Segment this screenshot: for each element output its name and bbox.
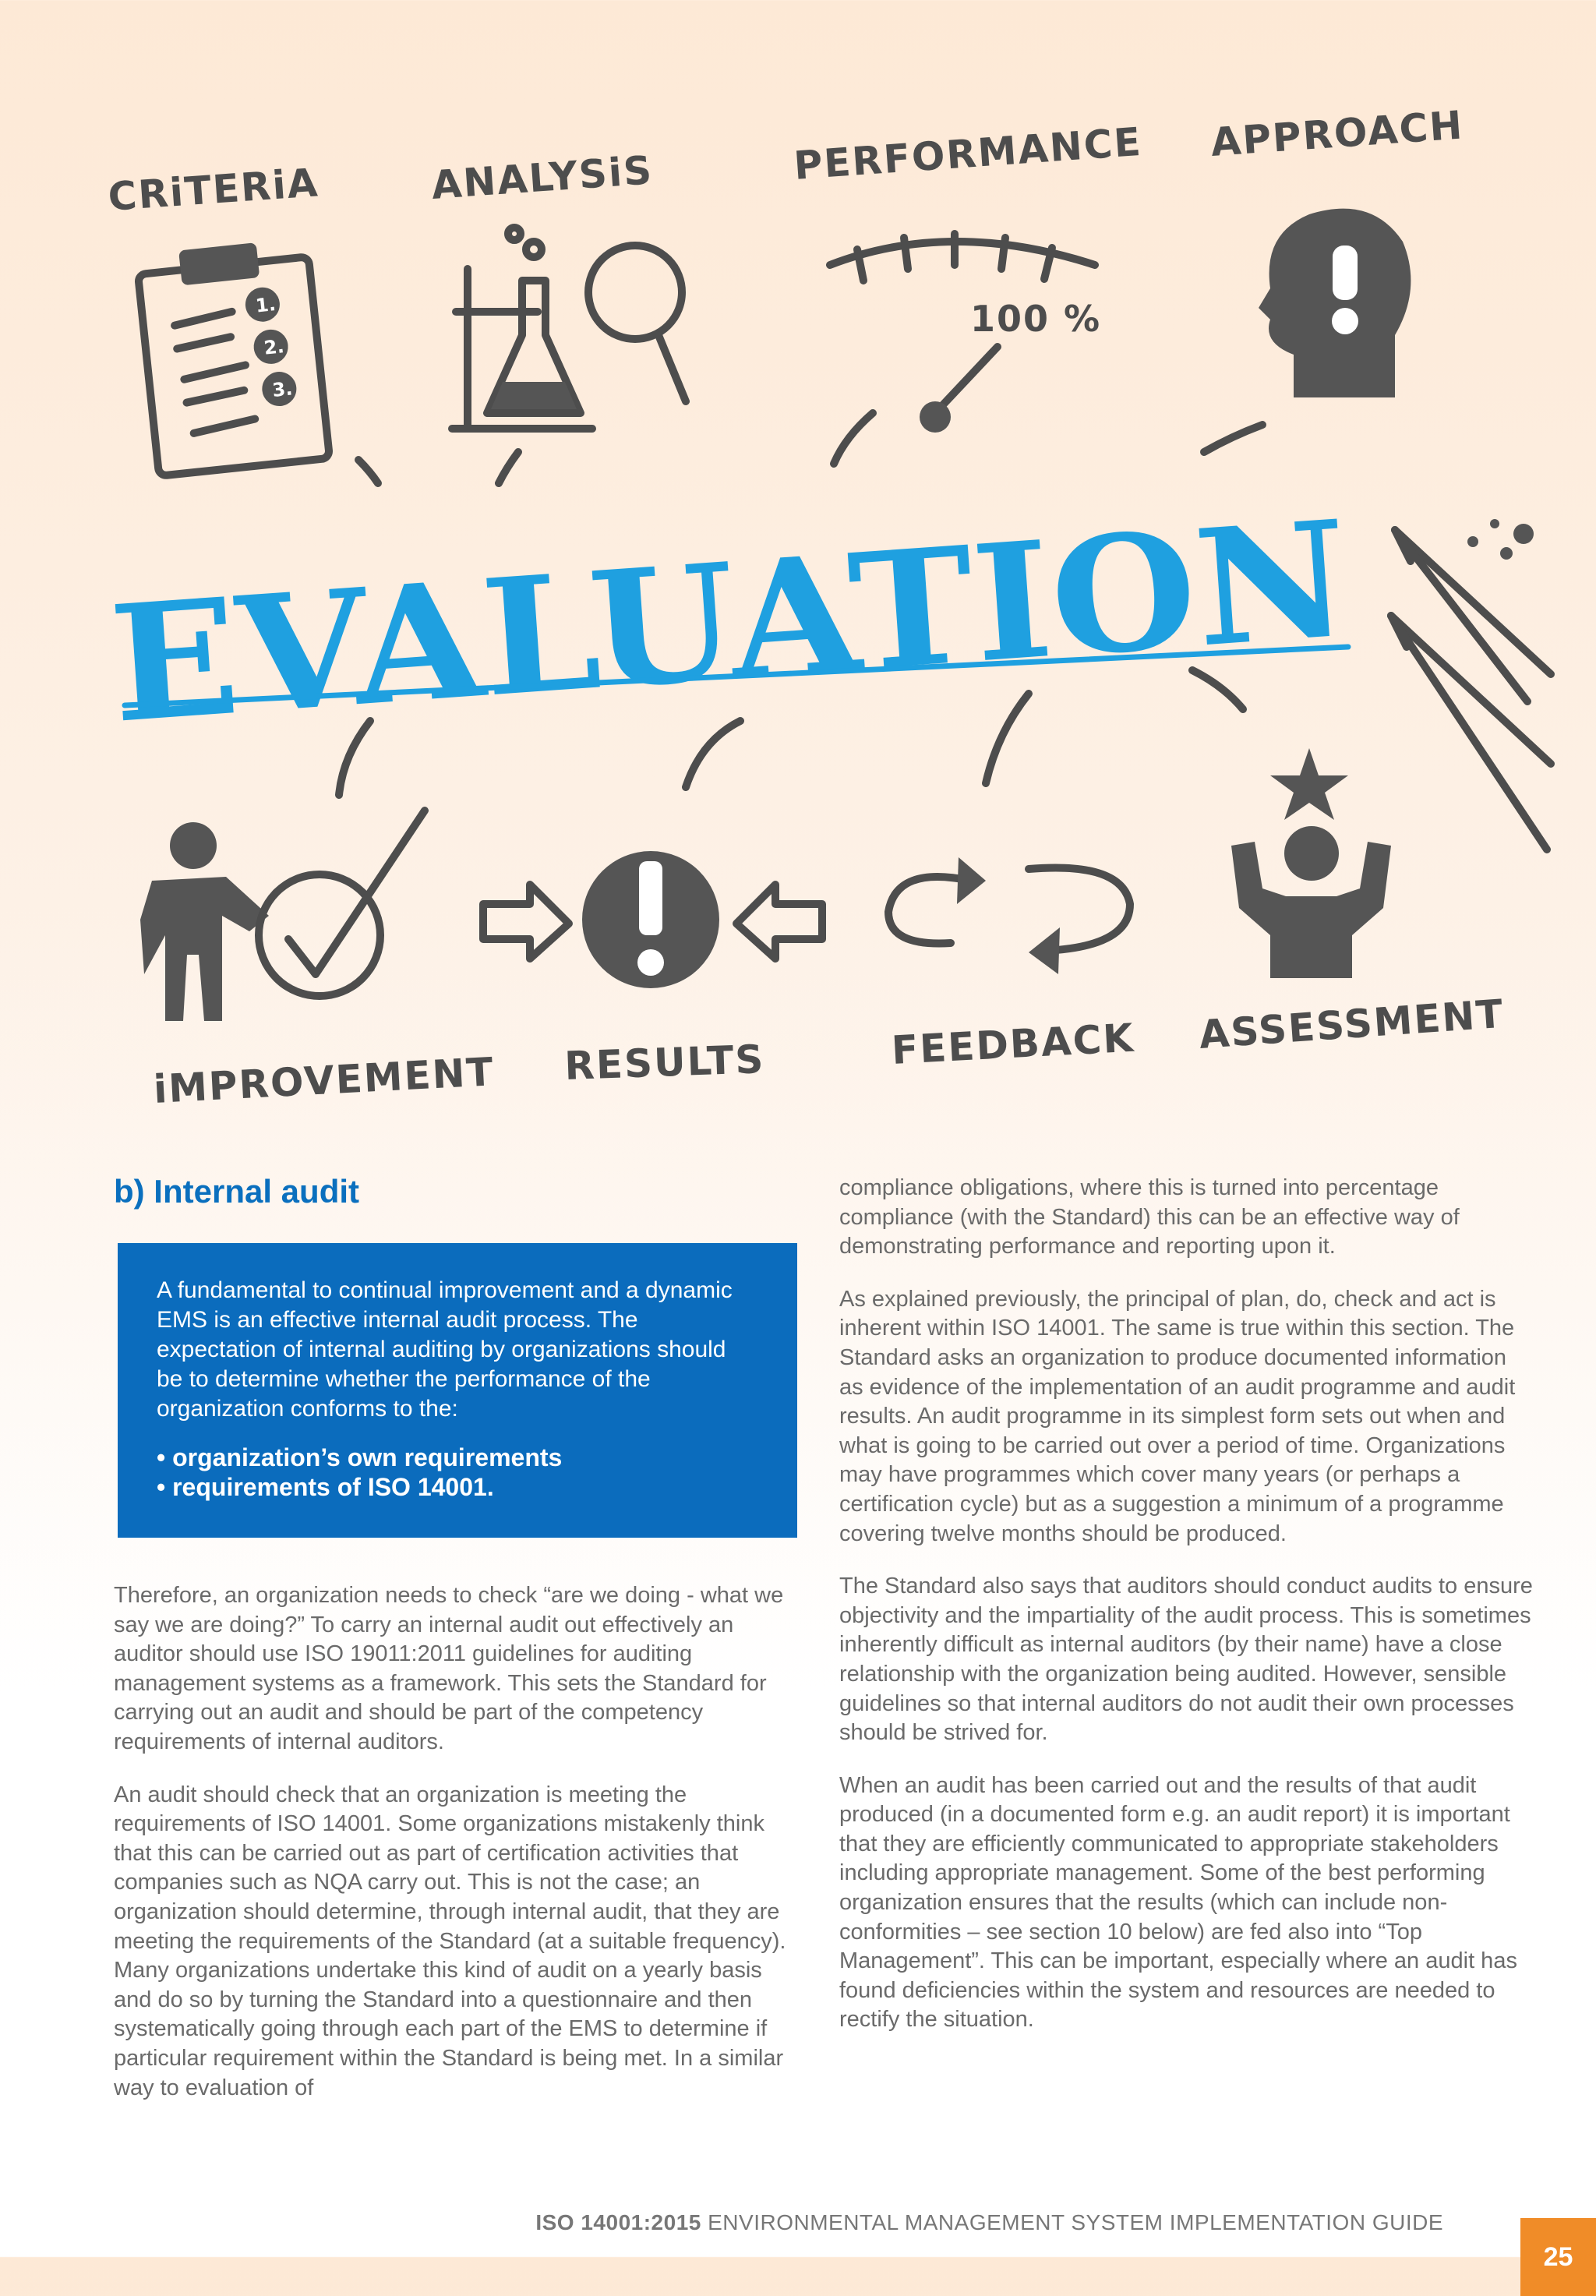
callout-text: A fundamental to continual improvement and a dynamic EMS is an effective internal audit process. The expectation of internal auditing by organizations should be to determine whether the performance of the organization conforms to the: [157, 1277, 733, 1422]
footer-title [535, 2210, 1443, 2235]
flask-icon [452, 228, 592, 429]
label-performance: PERFORMANCE [792, 118, 1144, 189]
label-assessment: ASSESSMENT [1197, 991, 1506, 1058]
callout-bullet: • requirements of ISO 14001. [157, 1472, 758, 1502]
callout-box [118, 1243, 797, 1538]
paragraph: The Standard also says that auditors should conduct audits to ensure objectivity and the impartiality of the audit process. This is sometimes inherently difficult as internal auditors (by their name) have a close relationship with the organization being audited. However, sensible guidelines so that internal auditors do not audit their own processes should be strived for. [839, 1574, 1533, 1746]
paragraph: An audit should check that an organization is meeting the requirements of ISO 14001. Some organizations mistakenly think that this can be carried out as part of certification activities that companies such as NQA carry out. This is not the case; an organization should determine, through internal audit, that they are meeting the requirements of the Standard (at a suitable frequency). Many organizations undertake this kind of audit on a yearly basis and do so by turning the Standard into a questionnaire and then systematically going through each part of the EMS to determine if particular requirement within the Standard is being met. In a similar way to evaluation of [114, 1782, 786, 2100]
arrow-right-icon [483, 885, 569, 959]
dots-decoration [1467, 519, 1534, 560]
label-criteria: CRiTERiA [106, 160, 321, 220]
arrow-left-icon [736, 885, 822, 959]
gauge-icon [830, 234, 1101, 433]
section-heading: b) Internal audit [114, 1173, 359, 1210]
person-star-icon [1231, 748, 1391, 978]
clipboard-icon [138, 242, 330, 476]
evaluation-illustration [0, 0, 1596, 1122]
paragraph: compliance obligations, where this is turned into percentage compliance (with the Standard) this can be an effective way of demonstrating performance and reporting upon it. [839, 1175, 1460, 1259]
left-column [114, 1581, 792, 2126]
paragraph: When an audit has been carried out and the results of that audit produced (in a documented form e.g. an audit report) it is important that they are efficiently communicated to appropriate stakeholders including appropriate management. Some of the best performing organization ensures that the results (which can include non-conformities – see section 10 below) are fed also into “Top Management”. This can be important, especially where an audit has found deficiencies within the system and resources are needed to rectify the situation. [839, 1772, 1517, 2033]
feedback-arrows-icon [888, 857, 1130, 974]
svg-text:3.: 3. [271, 377, 294, 401]
head-idea-icon [1259, 209, 1411, 397]
magnifier-icon [588, 245, 686, 401]
label-feedback: FEEDBACK [890, 1015, 1136, 1073]
label-improvement: iMPROVEMENT [152, 1049, 496, 1112]
person-check-icon [140, 811, 425, 1021]
svg-text:2.: 2. [263, 335, 285, 359]
footer-title-bold: ISO 14001:2015 [535, 2210, 701, 2234]
label-approach: APPROACH [1209, 102, 1465, 165]
exclamation-circle-icon [582, 851, 719, 988]
callout-bullets [157, 1443, 758, 1502]
gauge-percent: 100 % [970, 298, 1102, 340]
right-column [839, 1174, 1533, 2058]
footer-title-rest: ENVIRONMENTAL MANAGEMENT SYSTEM IMPLEMENTATION GUIDE [701, 2210, 1443, 2234]
svg-text:EVALUATION: EVALUATION [104, 489, 1305, 759]
pencil-icon [1391, 530, 1551, 850]
evaluation-title [105, 486, 1354, 758]
paragraph: As explained previously, the principal of plan, do, check and act is inherent within ISO 14001. The same is true within this section. The Standard asks an organization to produce documented information as evidence of the implementation of an audit programme and audit results. An audit programme in its simplest form sets out when and what is going to be carried out over a period of time. Organizations may have programmes which cover many years (or perhaps a certification cycle) but as a suggestion a minimum of a programme covering twelve months should be produced. [839, 1286, 1516, 1546]
callout-bullet: • organization’s own requirements [157, 1443, 758, 1472]
label-analysis: ANALYSiS [429, 147, 655, 208]
label-results: RESULTS [563, 1037, 766, 1089]
page-number: 25 [1520, 2218, 1596, 2296]
svg-text:1.: 1. [254, 293, 277, 317]
paragraph: Therefore, an organization needs to check “are we doing - what we say we are doing?” To carry an internal audit out effectively an auditor should use ISO 19011:2011 guidelines for auditing management systems as a framework. This sets the Standard for carrying out an audit and should be part of the competency requirements of internal auditors. [114, 1583, 784, 1754]
